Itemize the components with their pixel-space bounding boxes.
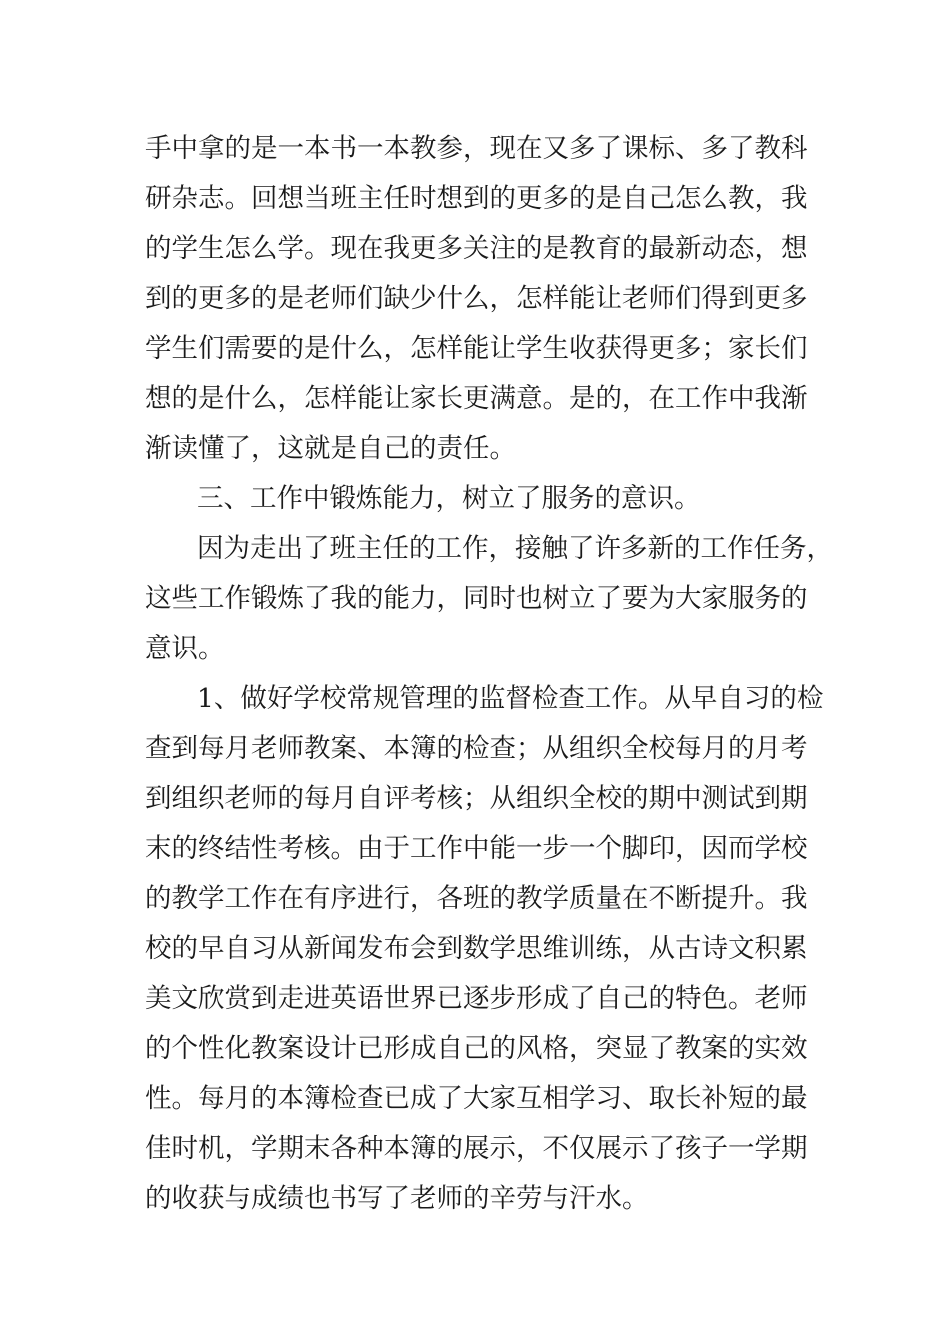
text-line: 佳时机，学期末各种本簿的展示，不仅展示了孩子一学期 <box>145 1133 808 1164</box>
text-line: 的个性化教案设计已形成自己的风格，突显了教案的实效 <box>145 1033 808 1064</box>
text-line: 学生们需要的是什么，怎样能让学生收获得更多；家长们 <box>145 333 808 364</box>
section-heading: 三、工作中锻炼能力，树立了服务的意识。 <box>197 483 701 514</box>
text-line: 的教学工作在有序进行，各班的教学质量在不断提升。我 <box>145 883 808 914</box>
text-line: 到组织老师的每月自评考核；从组织全校的期中测试到期 <box>145 783 808 814</box>
text-line: 1、做好学校常规管理的监督检查工作。从早自习的检 <box>197 683 824 714</box>
text-line: 研杂志。回想当班主任时想到的更多的是自己怎么教，我 <box>145 183 808 214</box>
text-line: 查到每月老师教案、本簿的检查；从组织全校每月的月考 <box>145 733 808 764</box>
text-line: 手中拿的是一本书一本教参，现在又多了课标、多了教科 <box>145 133 808 164</box>
text-line: 渐读懂了，这就是自己的责任。 <box>145 433 516 464</box>
text-line: 到的更多的是老师们缺少什么，怎样能让老师们得到更多 <box>145 283 808 314</box>
text-line: 想的是什么，怎样能让家长更满意。是的，在工作中我渐 <box>145 383 808 414</box>
text-line: 性。每月的本簿检查已成了大家互相学习、取长补短的最 <box>145 1083 808 1114</box>
text-line: 这些工作锻炼了我的能力，同时也树立了要为大家服务的 <box>145 583 808 614</box>
text-line: 的学生怎么学。现在我更多关注的是教育的最新动态，想 <box>145 233 808 264</box>
text-line: 意识。 <box>145 633 225 664</box>
text-line: 因为走出了班主任的工作，接触了许多新的工作任务， <box>197 533 833 564</box>
text-line: 末的终结性考核。由于工作中能一步一个脚印，因而学校 <box>145 833 808 864</box>
text-line: 校的早自习从新闻发布会到数学思维训练，从古诗文积累 <box>145 933 808 964</box>
text-line: 美文欣赏到走进英语世界已逐步形成了自己的特色。老师 <box>145 983 808 1014</box>
text-line: 的收获与成绩也书写了老师的辛劳与汗水。 <box>145 1183 649 1214</box>
